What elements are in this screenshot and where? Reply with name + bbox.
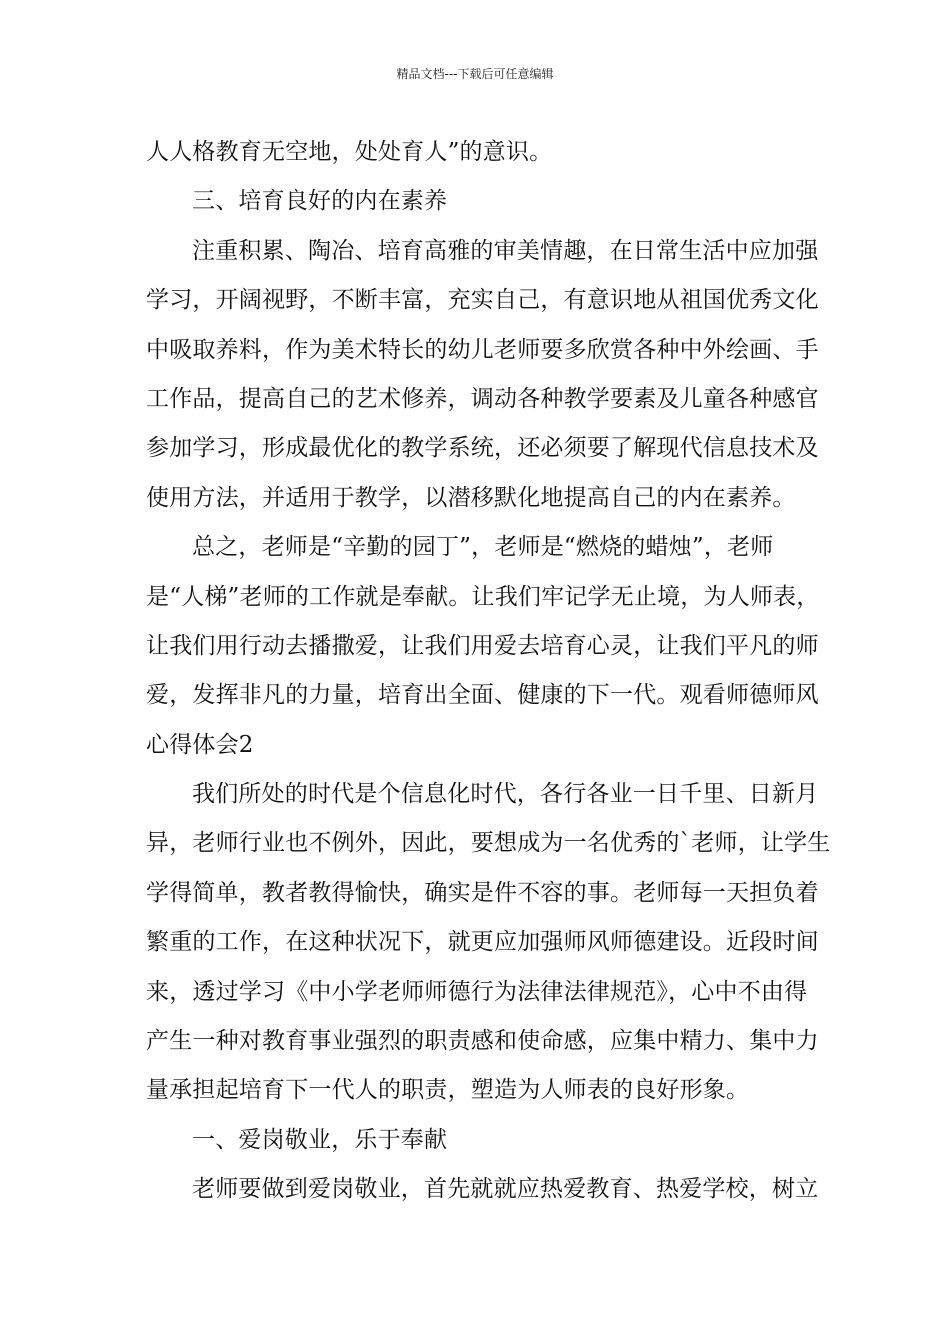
- text-line: 人人格教育无空地，处处育人”的意识。: [146, 139, 553, 165]
- text-line: 我们所处的时代是个信息化时代，各行各业一日千里、日新月: [192, 781, 819, 808]
- text-line: 是“人梯”老师的工作就是奉献。让我们牢记学无止境，为人师表，: [146, 583, 820, 610]
- text-line: 注重积累、陶冶、培育高雅的审美情趣，在日常生活中应加强: [192, 237, 819, 264]
- text-line: 三、培育良好的内在素养: [192, 188, 448, 215]
- text-line: 中吸取养料，作为美术特长的幼儿老师要多欣赏各种中外绘画、手: [146, 336, 819, 363]
- text-line: 总之，老师是“辛勤的园丁”，老师是“燃烧的蜡烛”，老师: [192, 534, 774, 561]
- text-line: 使用方法，并适用于教学，以潜移默化地提高自己的内在素养。: [146, 484, 796, 511]
- text-line: 让我们用行动去播撒爱，让我们用爱去培育心灵，让我们平凡的师: [146, 632, 819, 659]
- text-line: 来，透过学习《中小学老师师德行为法律法律规范》，心中不由得: [146, 978, 808, 1005]
- text-line: 产生一种对教育事业强烈的职责感和使命感，应集中精力、集中力: [146, 1028, 819, 1055]
- page-header: 精品文档---下载后可任意编辑: [396, 67, 554, 81]
- text-line: 异，老师行业也不例外，因此，要想成为一名优秀的`老师，让学生: [146, 830, 831, 857]
- text-line: 学得简单，教者教得愉快，确实是件不容的事。老师每一天担负着: [146, 879, 819, 906]
- text-line: 一、爱岗敬业，乐于奉献: [192, 1126, 448, 1153]
- text-line: 爱，发挥非凡的力量，培育出全面、健康的下一代。观看师德师风: [146, 682, 819, 709]
- text-line: 学习，开阔视野，不断丰富，充实自己，有意识地从祖国优秀文化: [146, 287, 819, 314]
- text-line: 工作品，提高自己的艺术修养，调动各种教学要素及儿童各种感官: [146, 385, 819, 412]
- text-line: 参加学习，形成最优化的教学系统，还必须要了解现代信息技术及: [146, 435, 819, 462]
- document-body: [146, 130, 831, 1217]
- text-line: 心得体会2: [146, 731, 254, 758]
- text-line: 老师要做到爱岗敬业，首先就就应热爱教育、热爱学校，树立: [192, 1176, 819, 1203]
- text-line: 繁重的工作，在这种状况下，就更应加强师风师德建设。近段时间: [146, 929, 819, 956]
- text-line: 量承担起培育下一代人的职责，塑造为人师表的良好形象。: [146, 1077, 750, 1104]
